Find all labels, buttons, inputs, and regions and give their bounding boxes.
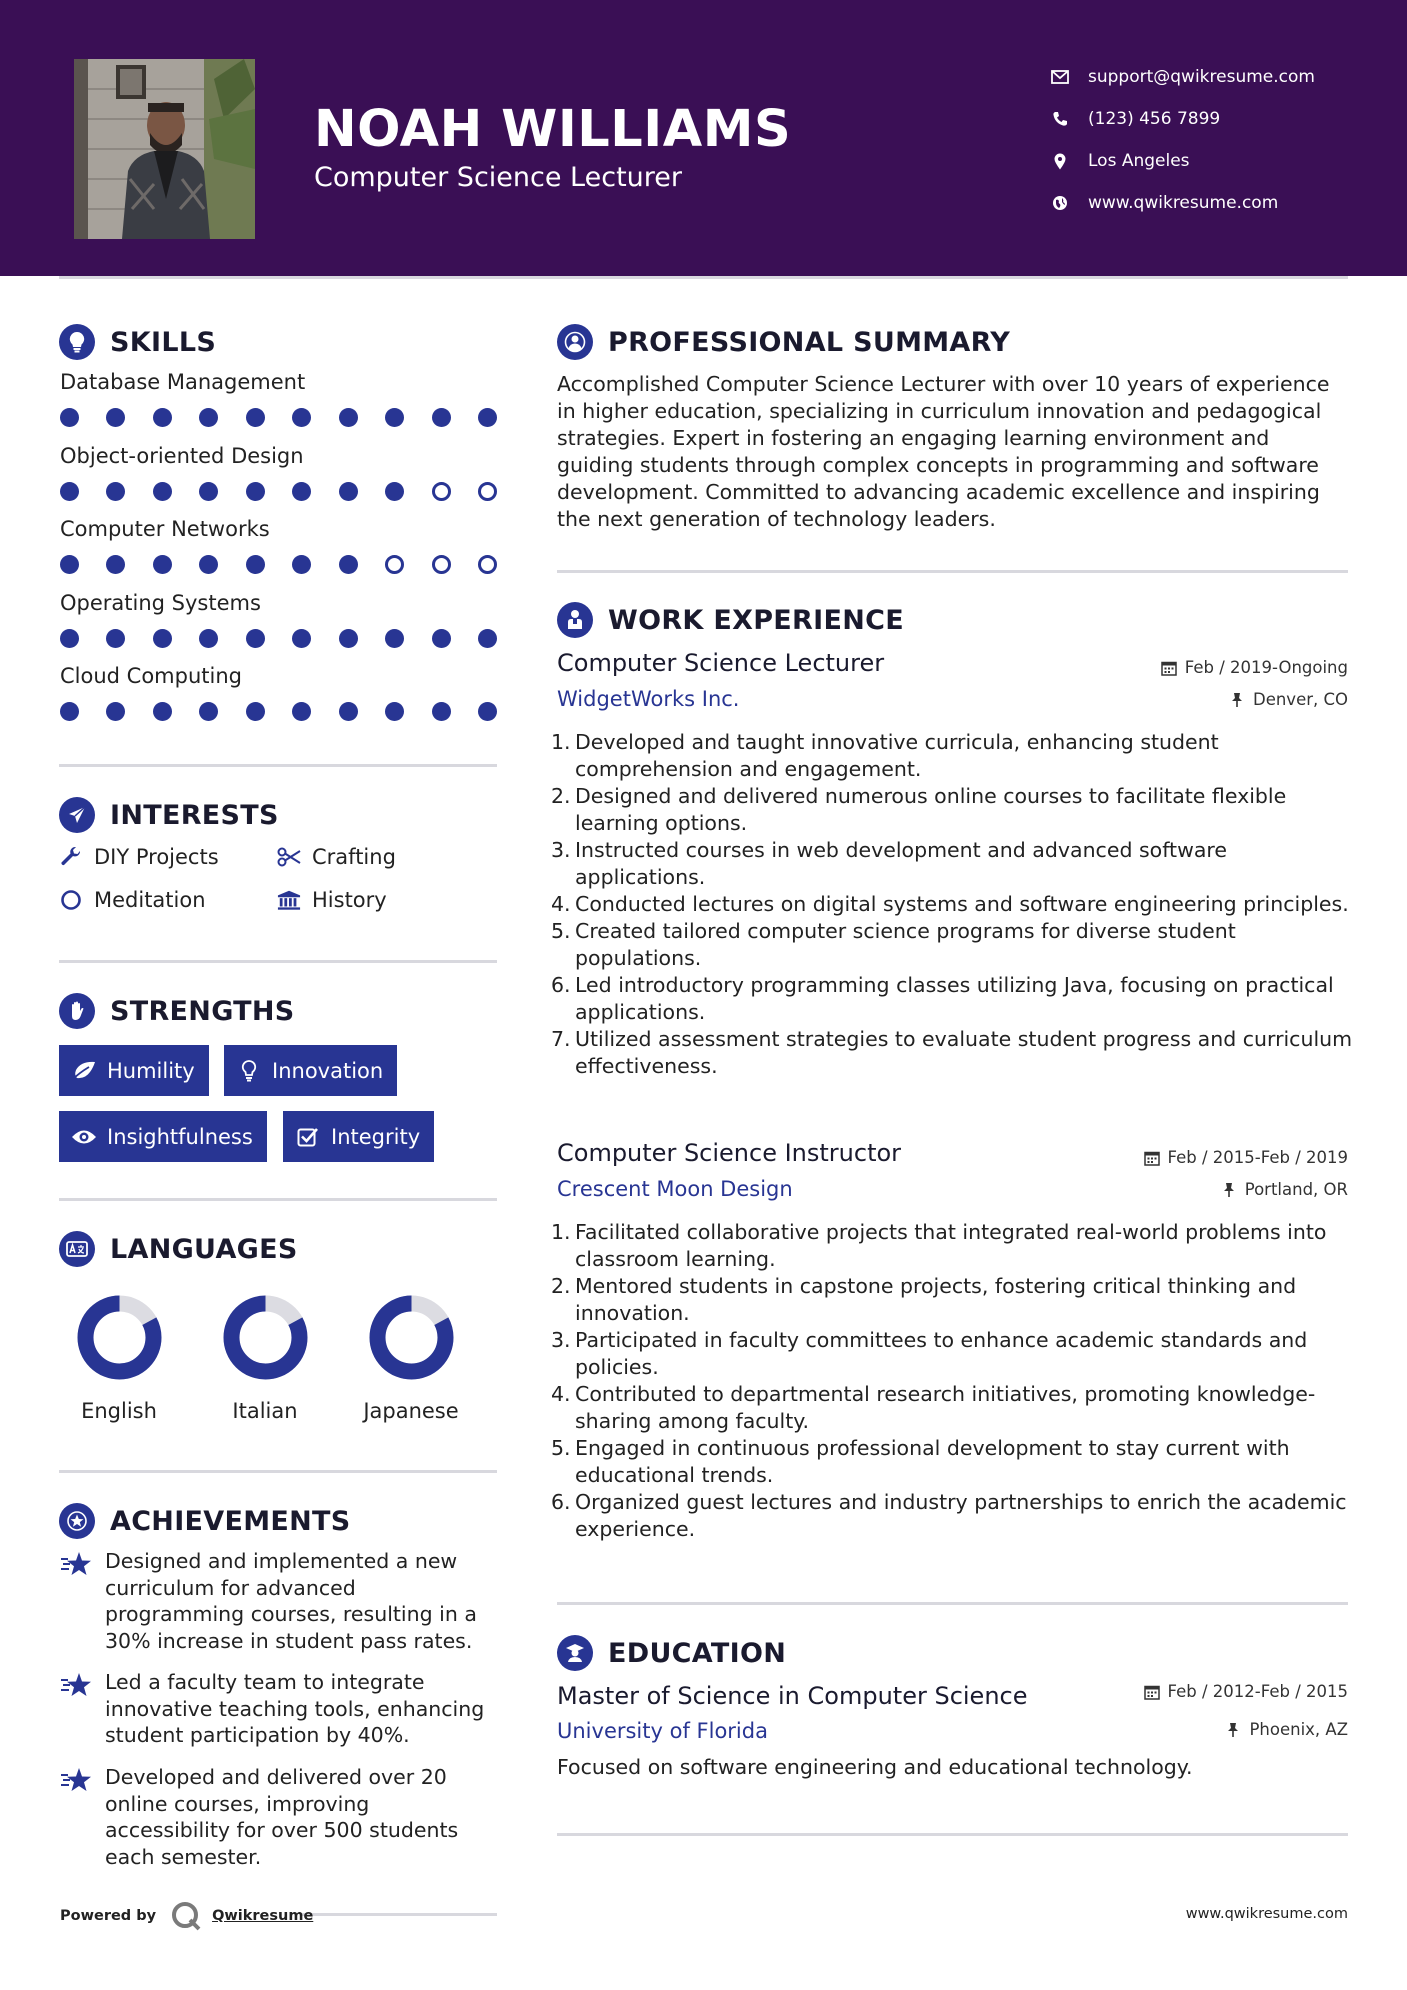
rating-dot-filled: [106, 629, 125, 648]
rating-dot-filled: [292, 555, 311, 574]
list-item: 6. Led introductory programming classes utilizing Java, focusing on practical applications.: [551, 973, 1334, 1024]
section-divider: [59, 1470, 497, 1473]
rating-dot-filled: [106, 408, 125, 427]
rating-dot-filled: [106, 702, 125, 721]
rating-dot-filled: [478, 408, 497, 427]
rating-dot-filled: [246, 482, 265, 501]
footer-url[interactable]: www.qwikresume.com: [1185, 1906, 1348, 1922]
rating-dot-filled: [292, 482, 311, 501]
rating-dot-filled: [432, 408, 451, 427]
interest-item: [59, 845, 219, 869]
contact-phone[interactable]: [1050, 98, 1315, 140]
interests-title: INTERESTS: [110, 799, 279, 831]
achievement-text: Designed and implemented a new curriculum for advanced programming courses, resulting in a 30% increase in student pass rates.: [105, 1549, 477, 1653]
list-item: 3. Participated in faculty committees to enhance academic standards and policies.: [551, 1328, 1308, 1379]
skill-rating: [60, 482, 497, 502]
strength-label: Insightfulness: [107, 1124, 253, 1149]
job-date-text: Feb / 2015-Feb / 2019: [1167, 1148, 1348, 1167]
education-location: [1225, 1720, 1348, 1739]
rating-dot-filled: [339, 482, 358, 501]
summary-text: Accomplished Computer Science Lecturer with over 10 years of experience in higher education, specializing in curriculum innovation and pedagogical strategies. Expert in fostering an engaging learning environment and guiding students through complex concepts in programming and software development. Committed to advancing academic excellence and inspiring the next generation of technology leaders.: [557, 372, 1330, 531]
rating-dot-filled: [385, 629, 404, 648]
interest-label: Meditation: [94, 888, 206, 912]
experience-title: WORK EXPERIENCE: [608, 604, 904, 636]
star-icon: [60, 1672, 92, 1700]
rating-dot-filled: [106, 482, 125, 501]
achievement-text: Led a faculty team to integrate innovative teaching tools, enhancing student participation by 40%.: [105, 1670, 485, 1747]
rating-dot-filled: [199, 555, 218, 574]
rating-dot-filled: [246, 629, 265, 648]
rating-dot-filled: [153, 482, 172, 501]
rating-dot-filled: [432, 629, 451, 648]
education-description: Focused on software engineering and educational technology.: [557, 1755, 1193, 1779]
rating-dot-filled: [246, 702, 265, 721]
list-item: 3. Instructed courses in web development and advanced software applications.: [551, 838, 1228, 889]
job-location: [1229, 690, 1348, 709]
rating-dot-filled: [478, 702, 497, 721]
list-item: 6. Organized guest lectures and industry partnerships to enrich the academic experience.: [551, 1490, 1347, 1541]
contact-location-text: Los Angeles: [1088, 151, 1190, 171]
achievement-text: Developed and delivered over 20 online courses, improving accessibility for over 500 students each semester.: [105, 1765, 459, 1869]
job-title: Computer Science Lecturer: [557, 649, 885, 677]
skill-name: Object-oriented Design: [60, 444, 304, 468]
section-divider: [557, 1602, 1348, 1605]
language-name: Italian: [232, 1399, 298, 1423]
rating-dot-empty: [432, 555, 451, 574]
contact-phone-text: (123) 456 7899: [1088, 109, 1221, 129]
education-location-text: Phoenix, AZ: [1249, 1720, 1348, 1739]
skill-rating: [60, 629, 497, 649]
rating-dot-filled: [199, 408, 218, 427]
company-name: WidgetWorks Inc.: [557, 687, 740, 711]
contact-website-text: www.qwikresume.com: [1088, 193, 1279, 213]
footer-divider: [300, 1913, 497, 1916]
interest-label: Crafting: [312, 845, 396, 869]
skill-name: Cloud Computing: [60, 664, 242, 688]
rating-dot-filled: [385, 702, 404, 721]
rating-dot-filled: [60, 408, 79, 427]
profile-photo: [74, 59, 255, 239]
contact-location: [1050, 140, 1315, 182]
education-date-text: Feb / 2012-Feb / 2015: [1167, 1682, 1348, 1701]
job-location-text: Denver, CO: [1252, 690, 1348, 709]
languages-title: LANGUAGES: [110, 1233, 298, 1265]
education-heading: [557, 1635, 786, 1671]
eye-icon: [71, 1125, 97, 1149]
skill-name: Computer Networks: [60, 517, 270, 541]
job-date: [1144, 1148, 1348, 1167]
rating-dot-filled: [199, 482, 218, 501]
rating-dot-filled: [432, 702, 451, 721]
calendar-icon: [1144, 1684, 1160, 1700]
job-title: Computer Science Instructor: [557, 1139, 902, 1167]
rating-dot-empty: [385, 555, 404, 574]
summary-title: PROFESSIONAL SUMMARY: [608, 326, 1011, 358]
interests-heading: [59, 797, 279, 833]
job-date-text: Feb / 2019-Ongoing: [1184, 658, 1348, 677]
list-item: 2. Designed and delivered numerous online courses to facilitate flexible learning options.: [551, 784, 1287, 835]
rating-dot-filled: [478, 629, 497, 648]
phone-icon: [1050, 109, 1070, 129]
list-item: 5. Created tailored computer science programs for diverse student populations.: [551, 919, 1236, 970]
rating-dot-filled: [153, 702, 172, 721]
section-divider: [59, 960, 497, 963]
achievement-item: [60, 1669, 500, 1749]
powered-by-label: Powered by: [60, 1908, 157, 1924]
strength-tag: [283, 1111, 434, 1162]
rating-dot-filled: [339, 629, 358, 648]
experience-heading: [557, 602, 904, 638]
pushpin-icon: [1225, 1722, 1241, 1738]
contact-list: [1050, 56, 1315, 224]
graduate-icon: [557, 1635, 593, 1671]
contact-email[interactable]: [1050, 56, 1315, 98]
interest-item: [277, 888, 387, 912]
star-icon: [60, 1767, 92, 1795]
language-donut: [223, 1295, 308, 1380]
skill-rating: [60, 408, 497, 428]
rating-dot-filled: [153, 629, 172, 648]
interest-label: DIY Projects: [94, 845, 219, 869]
school-name: University of Florida: [557, 1719, 768, 1743]
rating-dot-empty: [478, 482, 497, 501]
skill-name: Operating Systems: [60, 591, 261, 615]
list-item: 7. Utilized assessment strategies to evaluate student progress and curriculum effectiveness.: [551, 1027, 1353, 1078]
list-item: 2. Mentored students in capstone projects, fostering critical thinking and innovation.: [551, 1274, 1297, 1325]
strength-label: Innovation: [272, 1058, 384, 1083]
check-square-icon: [295, 1125, 321, 1149]
language-icon: [59, 1231, 95, 1267]
briefcase-icon: [557, 602, 593, 638]
museum-icon: [277, 888, 301, 912]
calendar-icon: [1144, 1150, 1160, 1166]
list-item: 5. Engaged in continuous professional development to stay current with educational trends.: [551, 1436, 1290, 1487]
section-divider: [557, 570, 1348, 573]
rating-dot-empty: [432, 482, 451, 501]
job-location: [1221, 1180, 1348, 1199]
paper-plane-icon: [59, 797, 95, 833]
achievements-heading: [59, 1503, 351, 1539]
contact-email-text: support@qwikresume.com: [1088, 67, 1315, 87]
contact-website[interactable]: [1050, 182, 1315, 224]
achievements-title: ACHIEVEMENTS: [110, 1505, 351, 1537]
interest-item: [277, 845, 396, 869]
education-date: [1144, 1682, 1348, 1701]
list-item: 4. Contributed to departmental research initiatives, promoting knowledge-sharing among faculty.: [551, 1382, 1316, 1433]
summary-heading: [557, 324, 1010, 360]
rating-dot-empty: [478, 555, 497, 574]
section-divider: [59, 764, 497, 767]
job-responsibilities: [551, 729, 1357, 1080]
calendar-icon: [1161, 660, 1177, 676]
map-pin-icon: [1050, 151, 1070, 171]
degree-title: Master of Science in Computer Science: [557, 1682, 1028, 1710]
company-name: Crescent Moon Design: [557, 1177, 793, 1201]
lightbulb-icon: [236, 1059, 262, 1083]
footer-powered: [60, 1900, 313, 1932]
achievement-item: [60, 1548, 500, 1654]
user-icon: [557, 324, 593, 360]
qwikresume-link[interactable]: Qwikresume: [212, 1908, 314, 1924]
rating-dot-filled: [153, 408, 172, 427]
pushpin-icon: [1221, 1182, 1237, 1198]
language-donut: [77, 1295, 162, 1380]
interest-item: [59, 888, 206, 912]
skill-rating: [60, 555, 497, 575]
wrench-icon: [59, 845, 83, 869]
rating-dot-filled: [292, 629, 311, 648]
list-item: 1. Facilitated collaborative projects that integrated real-world problems into classroom learning.: [551, 1220, 1327, 1271]
pushpin-icon: [1229, 692, 1245, 708]
skill-name: Database Management: [60, 370, 306, 394]
rating-dot-filled: [339, 555, 358, 574]
envelope-icon: [1050, 67, 1070, 87]
lightbulb-icon: [59, 324, 95, 360]
rating-dot-filled: [246, 555, 265, 574]
candidate-title: Computer Science Lecturer: [314, 162, 682, 193]
rating-dot-filled: [292, 702, 311, 721]
languages-heading: [59, 1231, 298, 1267]
rating-dot-filled: [153, 555, 172, 574]
header-divider: [59, 276, 1348, 279]
rating-dot-filled: [60, 629, 79, 648]
strength-label: Humility: [107, 1058, 195, 1083]
rating-dot-filled: [339, 408, 358, 427]
hand-icon: [59, 993, 95, 1029]
rating-dot-filled: [292, 408, 311, 427]
skill-rating: [60, 702, 497, 722]
section-divider: [59, 1198, 497, 1201]
interest-label: History: [312, 888, 387, 912]
strength-label: Integrity: [331, 1124, 421, 1149]
skills-title: SKILLS: [110, 326, 217, 358]
job-location-text: Portland, OR: [1244, 1180, 1348, 1199]
candidate-name: NOAH WILLIAMS: [314, 100, 792, 159]
language-donut: [369, 1295, 454, 1380]
leaf-icon: [71, 1059, 97, 1083]
strengths-heading: [59, 993, 295, 1029]
rating-dot-filled: [199, 629, 218, 648]
strengths-title: STRENGTHS: [110, 995, 295, 1027]
section-divider: [557, 1833, 1348, 1836]
skills-heading: [59, 324, 216, 360]
strength-tag: [224, 1045, 397, 1096]
rating-dot-filled: [339, 702, 358, 721]
job-date: [1161, 658, 1348, 677]
qwikresume-logo-icon: [170, 1900, 202, 1932]
scissors-icon: [277, 845, 301, 869]
language-name: English: [81, 1399, 157, 1423]
strength-tag: [59, 1045, 209, 1096]
rating-dot-filled: [385, 408, 404, 427]
rating-dot-filled: [106, 555, 125, 574]
resume-header: [0, 0, 1407, 276]
rating-dot-filled: [199, 702, 218, 721]
rating-dot-filled: [60, 555, 79, 574]
list-item: 4. Conducted lectures on digital systems and software engineering principles.: [551, 892, 1349, 916]
rating-dot-filled: [246, 408, 265, 427]
strength-tag: [59, 1111, 267, 1162]
rating-dot-filled: [60, 482, 79, 501]
achievement-item: [60, 1764, 500, 1870]
star-badge-icon: [59, 1503, 95, 1539]
education-title: EDUCATION: [608, 1637, 787, 1669]
language-name: Japanese: [363, 1399, 459, 1423]
globe-icon: [1050, 193, 1070, 213]
rating-dot-filled: [60, 702, 79, 721]
rating-dot-filled: [385, 482, 404, 501]
circle-icon: [59, 888, 83, 912]
list-item: 1. Developed and taught innovative curricula, enhancing student comprehension and engagement.: [551, 730, 1219, 781]
star-icon: [60, 1551, 92, 1579]
job-responsibilities: [551, 1219, 1357, 1543]
